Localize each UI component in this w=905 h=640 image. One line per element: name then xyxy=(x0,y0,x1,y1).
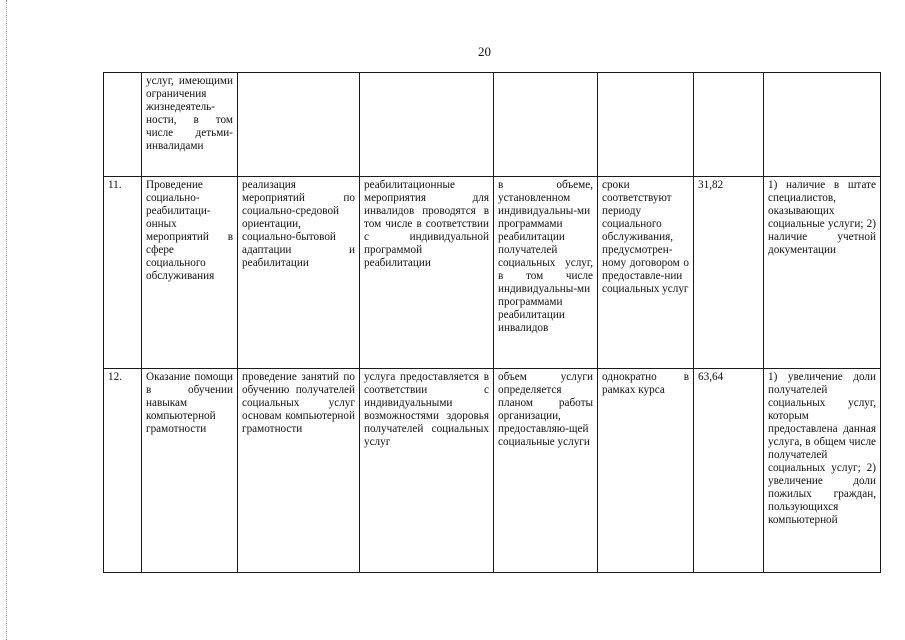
cell-service-volume: в объеме, установленном индивидуальны-ми программами реабилитации получателей социальных услуг, в том числе индивидуальны-ми программами реабилитации инвалидов xyxy=(494,177,598,369)
cell-service-content: проведение занятий по обучению получателей социальных услуг основам компьютерной грамотности xyxy=(238,369,360,573)
cell-service-price: 63,64 xyxy=(694,369,764,573)
cell-service-volume: объем услуги определяется планом работы организации, предоставляю-щей социальные услуги xyxy=(494,369,598,573)
cell-service-price xyxy=(694,73,764,177)
table-row-12 xyxy=(104,369,881,573)
cell-service-quality: 1) наличие в штате специалистов, оказывающих социальные услуги; 2) наличие учетной документации xyxy=(764,177,881,369)
cell-service-description: реабилитационные мероприятия для инвалидов проводятся в том числе в соответствии с индивидуальной программой реабилитации xyxy=(360,177,494,369)
cell-num xyxy=(104,73,142,177)
cell-service-quality: 1) увеличение доли получателей социальных услуг, которым предоставлена данная услуга, в общем числе получателей социальных услуг; 2) увеличение доли пожилых граждан, пользующихся компьютерной xyxy=(764,369,881,573)
cell-num: 12. xyxy=(104,369,142,573)
cell-service-content: реализация мероприятий по социально-средовой ориентации, социально-бытовой адаптации и реабилитации xyxy=(238,177,360,369)
page-number: 20 xyxy=(478,44,491,59)
cell-service-description: услуга предоставляется в соответствии с индивидуальными возможностями здоровья получателей социальных услуг xyxy=(360,369,494,573)
cell-service-content xyxy=(238,73,360,177)
cell-service-volume xyxy=(494,73,598,177)
services-table xyxy=(103,72,881,573)
cell-service-name: Оказание помощи в обучении навыкам компьютерной грамотности xyxy=(142,369,238,573)
cell-service-price: 31,82 xyxy=(694,177,764,369)
cell-service-description xyxy=(360,73,494,177)
cell-service-terms: однократно в рамках курса xyxy=(598,369,694,573)
table-row-11 xyxy=(104,177,881,369)
cell-service-terms xyxy=(598,73,694,177)
cell-service-name: услуг, имеющими ограничения жизнедеятель-ности, в том числе детьми-инвалидами xyxy=(142,73,238,177)
cell-service-terms: сроки соответствуют периоду социального обслуживания, предусмотрен-ному договором о предоставле-нии социальных услуг xyxy=(598,177,694,369)
cell-service-quality xyxy=(764,73,881,177)
cell-service-name: Проведение социально-реабилитаци-онных мероприятий в сфере социального обслуживания xyxy=(142,177,238,369)
table-row-continuation xyxy=(104,73,881,177)
scan-left-edge xyxy=(6,0,7,640)
cell-num: 11. xyxy=(104,177,142,369)
